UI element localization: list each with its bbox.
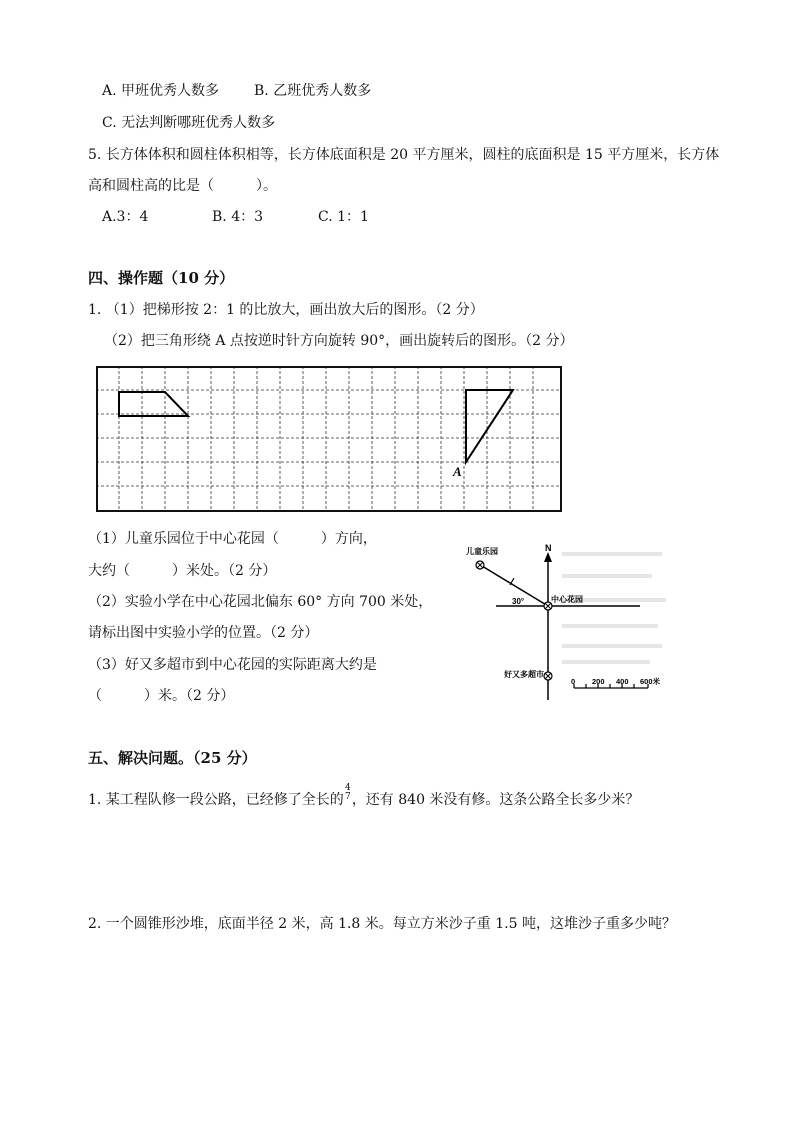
section5-q2: 2. 一个圆锥形沙堆，底面半径 2 米，高 1.8 米。每立方米沙子重 1.5 吨，这堆沙子重多少吨？	[88, 916, 676, 932]
grid-figure	[96, 366, 562, 516]
section5-title: 五、解决问题。（25 分）	[88, 749, 257, 767]
section4-q2-line4: 请标出图中实验小学的位置。（2 分）	[88, 625, 319, 641]
q4-option-a: A. 甲班优秀人数多	[102, 83, 220, 99]
section4-q2-line3: （2）实验小学在中心花园北偏东 60° 方向 700 米处，	[88, 594, 433, 610]
playground-label: 儿童乐园	[466, 547, 498, 556]
fraction-numerator: 4	[344, 783, 351, 793]
point-a-label: A	[453, 464, 462, 479]
section4-q1-part1: 1. （1）把梯形按 2：1 的比放大，画出放大后的图形。（2 分）	[88, 302, 484, 318]
scale-tick-400: 400	[616, 677, 629, 686]
section5-q1-before: 1. 某工程队修一段公路，已经修了全长的	[88, 792, 344, 808]
map-svg	[462, 540, 674, 706]
section5-q1-after: ，还有 840 米没有修。这条公路全长多少米？	[351, 792, 640, 808]
section4-q2-line2: 大约（ ）米处。（2 分）	[88, 563, 277, 579]
map-figure	[462, 540, 674, 710]
trapezoid-shape	[119, 392, 188, 416]
q4-option-c: C. 无法判断哪班优秀人数多	[102, 115, 276, 131]
section4-q1-part2: （2）把三角形绕 A 点按逆时针方向旋转 90°，画出旋转后的图形。（2 分）	[104, 333, 574, 349]
section4-q2-line1: （1）儿童乐园位于中心花园（ ）方向，	[88, 531, 377, 547]
section4-q2-line5: （3）好又多超市到中心花园的实际距离大约是	[88, 657, 377, 673]
grid-lines	[96, 366, 562, 512]
triangle-shape	[466, 390, 513, 462]
q5-option-a: A.3：4	[102, 209, 149, 225]
scale-tick-0: 0	[571, 677, 576, 686]
section5-q1	[88, 784, 639, 810]
scale-tick-200: 200	[592, 677, 605, 686]
grid-border	[97, 367, 561, 511]
section4-title: 四、操作题（10 分）	[88, 269, 235, 287]
fraction-denominator: 7	[344, 792, 351, 802]
q5-text-line1: 5. 长方体体积和圆柱体积相等，长方体底面积是 20 平方厘米，圆柱的底面积是 15 平方厘米，长方体	[88, 147, 720, 163]
section4-q2-line6: （ ）米。（2 分）	[88, 688, 235, 704]
q5-option-c: C. 1：1	[318, 209, 369, 225]
scale-tick-600: 600米	[640, 677, 661, 686]
angle-label: 30°	[512, 597, 525, 606]
q5-text-line2: 高和圆柱高的比是（ ）。	[88, 178, 277, 194]
supermarket-label: 好又多超市	[504, 670, 544, 679]
q4-option-b: B. 乙班优秀人数多	[254, 83, 372, 99]
q5-option-b: B. 4：3	[212, 209, 264, 225]
north-label: N	[545, 543, 552, 553]
center-label: 中心花园	[551, 595, 583, 604]
grid-svg	[96, 366, 562, 512]
fraction	[344, 784, 352, 802]
